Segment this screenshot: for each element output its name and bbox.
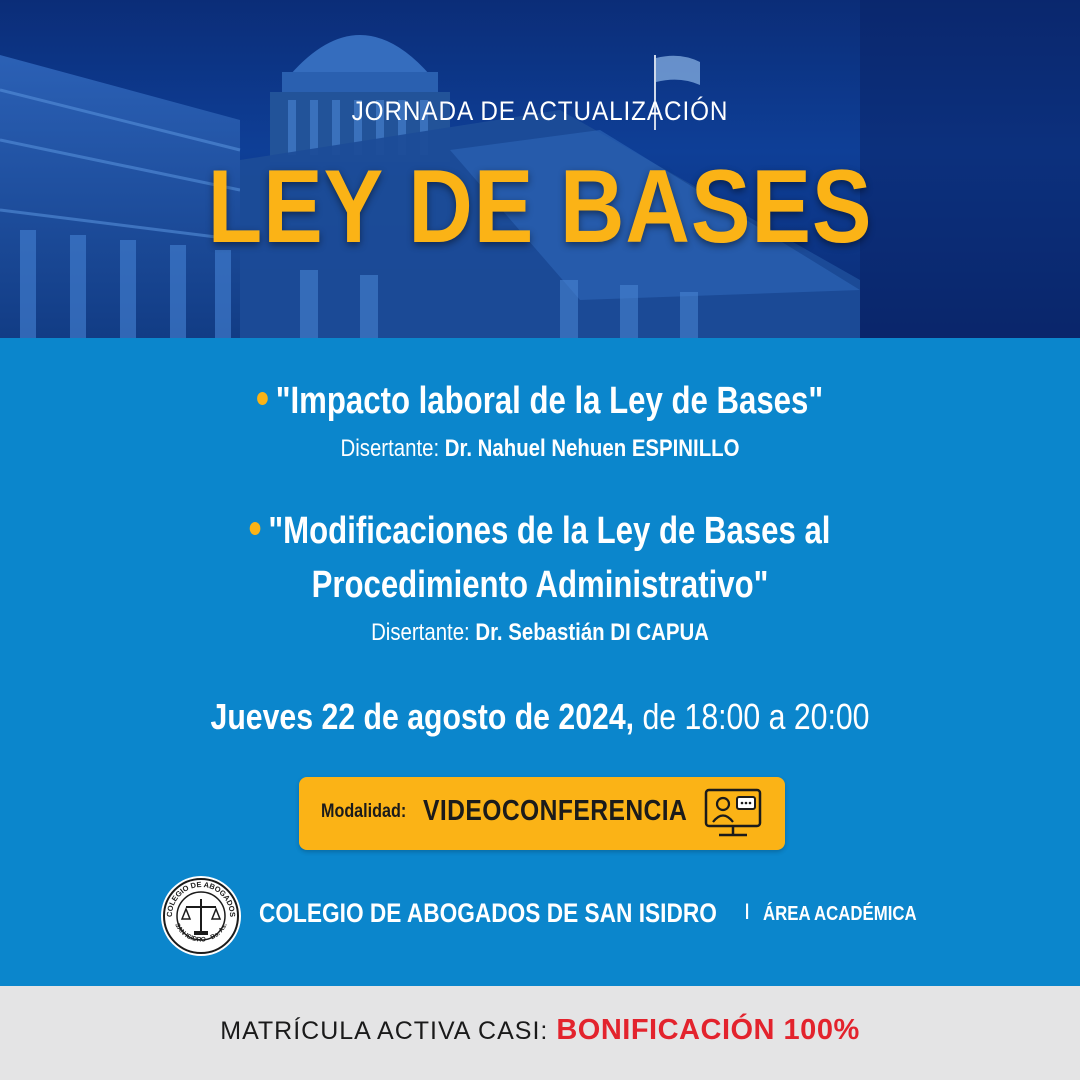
event-date: Jueves 22 de agosto de 2024, bbox=[210, 696, 635, 737]
talk-1-speaker bbox=[81, 435, 999, 463]
speaker-name: Dr. Sebastián DI CAPUA bbox=[475, 619, 709, 646]
modality-value: VIDEOCONFERENCIA bbox=[423, 795, 688, 827]
event-details bbox=[0, 338, 1080, 986]
event-kicker: JORNADA DE ACTUALIZACIÓN bbox=[351, 96, 729, 126]
organization-separator: I bbox=[744, 899, 751, 924]
bullet-icon bbox=[250, 522, 261, 535]
bullet-icon bbox=[257, 392, 268, 405]
talk-2-title-line-1 bbox=[97, 510, 983, 553]
organization-name: COLEGIO DE ABOGADOS DE SAN ISIDRO bbox=[259, 898, 717, 928]
speaker-label: Disertante: bbox=[371, 619, 476, 646]
event-schedule bbox=[86, 696, 993, 738]
talk-1-title bbox=[97, 380, 983, 423]
organization-area: ÁREA ACADÉMICA bbox=[763, 903, 917, 925]
modality-badge bbox=[299, 777, 785, 850]
event-title: LEY DE BASES bbox=[207, 149, 873, 265]
footer-label: MATRÍCULA ACTIVA CASI: bbox=[220, 1017, 549, 1045]
footer-discount: BONIFICACIÓN 100% bbox=[556, 1014, 860, 1046]
talk-2-title-line-2: Procedimiento Administrativo" bbox=[311, 564, 769, 606]
colegio-seal-logo bbox=[160, 875, 242, 957]
video-conference-icon bbox=[703, 787, 763, 841]
hero-banner bbox=[0, 0, 1080, 338]
seal-text-top: COLEGIO DE ABOGADOS bbox=[164, 879, 238, 918]
speaker-name: Dr. Nahuel Nehuen ESPINILLO bbox=[444, 435, 740, 462]
speaker-label: Disertante: bbox=[340, 435, 445, 462]
modality-label: Modalidad: bbox=[321, 801, 407, 822]
talk-2-speaker bbox=[81, 619, 999, 647]
event-time: de 18:00 a 20:00 bbox=[634, 696, 870, 737]
talk-1-title-text: "Impacto laboral de la Ley de Bases" bbox=[275, 380, 824, 422]
footer-banner bbox=[0, 986, 1080, 1080]
seal-text-bottom: SAN ISIDRO - Bs. As. bbox=[173, 922, 229, 944]
footer-text bbox=[0, 1014, 1080, 1047]
talk-2-title-text: "Modificaciones de la Ley de Bases al bbox=[268, 510, 831, 552]
